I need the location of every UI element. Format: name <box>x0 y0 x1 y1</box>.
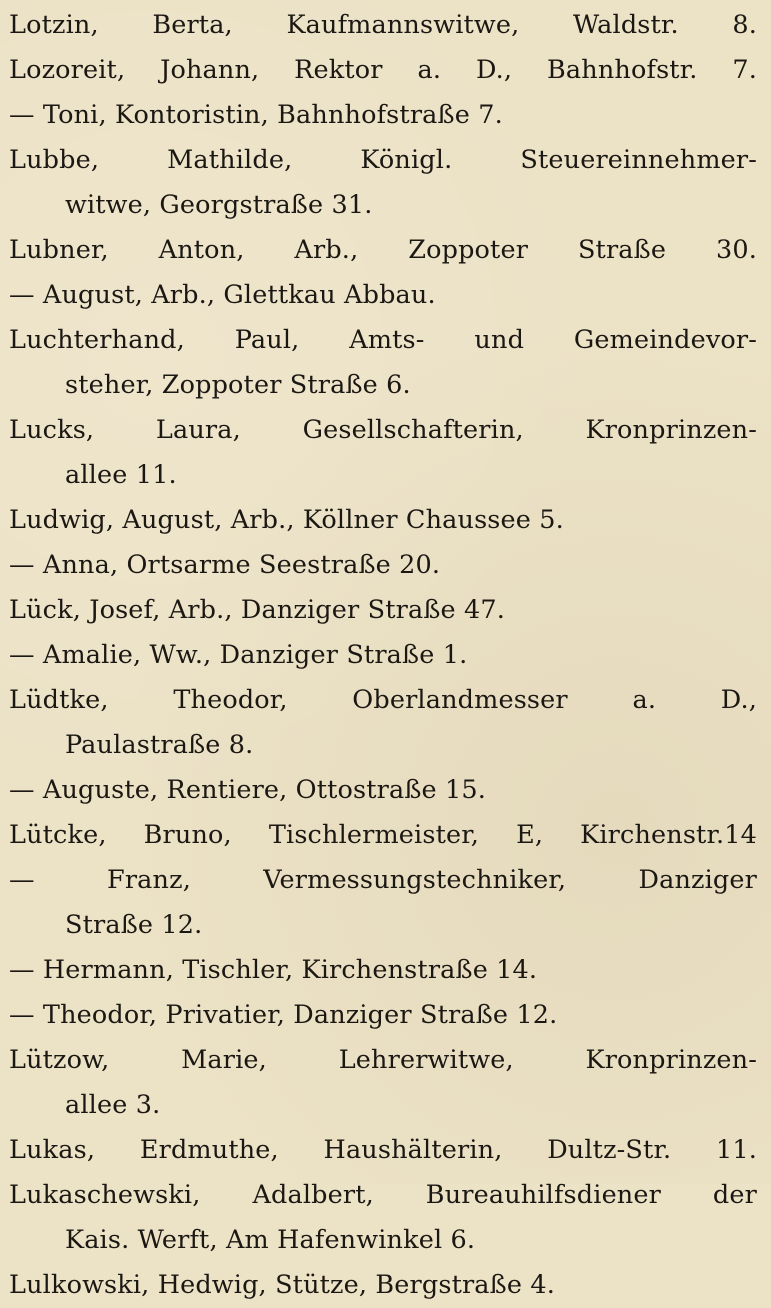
entry-continuation-line: Paulastraße 8. <box>65 730 254 760</box>
entry-continuation-line: steher, Zoppoter Straße 6. <box>65 370 411 400</box>
entry-line: Lukaschewski, Adalbert, Bureauhilfsdiener der <box>9 1180 757 1210</box>
entry-lueck-josef <box>9 588 757 633</box>
entry-lubner-anton <box>9 228 757 273</box>
entry-lucks-laura <box>9 408 757 498</box>
entry-luetcke-franz <box>9 858 757 948</box>
entry-lozoreit-toni <box>9 93 757 138</box>
entry-line: Ludwig, August, Arb., Köllner Chaussee 5. <box>9 505 564 535</box>
entry-lueck-amalie <box>9 633 757 678</box>
entry-line: — Franz, Vermessungstechniker, Danziger <box>9 865 757 895</box>
entry-lulkowski-hedwig <box>9 1263 757 1308</box>
entry-line: Lüdtke, Theodor, Oberlandmesser a. D., <box>9 685 757 715</box>
entry-luedtke-auguste <box>9 768 757 813</box>
entry-luchterhand-paul <box>9 318 757 408</box>
entry-line: — Amalie, Ww., Danziger Straße 1. <box>9 640 468 670</box>
entry-lozoreit-johann <box>9 48 757 93</box>
entry-line: Lucks, Laura, Gesellschafterin, Kronprinzen- <box>9 415 757 445</box>
entry-line: — Theodor, Privatier, Danziger Straße 12. <box>9 1000 558 1030</box>
entry-line: — Anna, Ortsarme Seestraße 20. <box>9 550 441 580</box>
entry-line: — August, Arb., Glettkau Abbau. <box>9 280 436 310</box>
entry-line: — Toni, Kontoristin, Bahnhofstraße 7. <box>9 100 503 130</box>
entry-line: Luchterhand, Paul, Amts- und Gemeindevor- <box>9 325 757 355</box>
entry-line: Lützow, Marie, Lehrerwitwe, Kronprinzen- <box>9 1045 757 1075</box>
entry-luetcke-hermann <box>9 948 757 993</box>
entry-line: — Hermann, Tischler, Kirchenstraße 14. <box>9 955 538 985</box>
entry-line: Lozoreit, Johann, Rektor a. D., Bahnhofstr. 7. <box>9 55 757 85</box>
entry-lubbe-mathilde <box>9 138 757 228</box>
entry-lukaschewski-adalbert <box>9 1173 757 1263</box>
entry-continuation-line: allee 3. <box>65 1090 161 1120</box>
entry-line: Lukas, Erdmuthe, Haushälterin, Dultz-Str. 11. <box>9 1135 757 1165</box>
entry-lubner-august <box>9 273 757 318</box>
entry-continuation-line: witwe, Georgstraße 31. <box>65 190 373 220</box>
entry-line: Lubbe, Mathilde, Königl. Steuereinnehmer- <box>9 145 757 175</box>
entry-luetcke-bruno <box>9 813 757 858</box>
entry-line: Lütcke, Bruno, Tischlermeister, E, Kirchenstr.14 <box>9 820 757 850</box>
entry-line: Lubner, Anton, Arb., Zoppoter Straße 30. <box>9 235 757 265</box>
entry-line: — Auguste, Rentiere, Ottostraße 15. <box>9 775 487 805</box>
entry-continuation-line: Straße 12. <box>65 910 203 940</box>
entry-continuation-line: Kais. Werft, Am Hafenwinkel 6. <box>65 1225 476 1255</box>
entry-ludwig-august <box>9 498 757 543</box>
entry-ludwig-anna <box>9 543 757 588</box>
entry-line: Lulkowski, Hedwig, Stütze, Bergstraße 4. <box>9 1270 555 1300</box>
entry-lotzin-berta <box>9 3 757 48</box>
entry-lukas-erdmuthe <box>9 1128 757 1173</box>
entry-luetcke-theodor <box>9 993 757 1038</box>
entry-line: Lotzin, Berta, Kaufmannswitwe, Waldstr. 8. <box>9 10 757 40</box>
entry-luedtke-theodor <box>9 678 757 768</box>
directory-entries <box>9 3 757 1308</box>
entry-continuation-line: allee 11. <box>65 460 177 490</box>
entry-line: Lück, Josef, Arb., Danziger Straße 47. <box>9 595 506 625</box>
entry-luetzow-marie <box>9 1038 757 1128</box>
